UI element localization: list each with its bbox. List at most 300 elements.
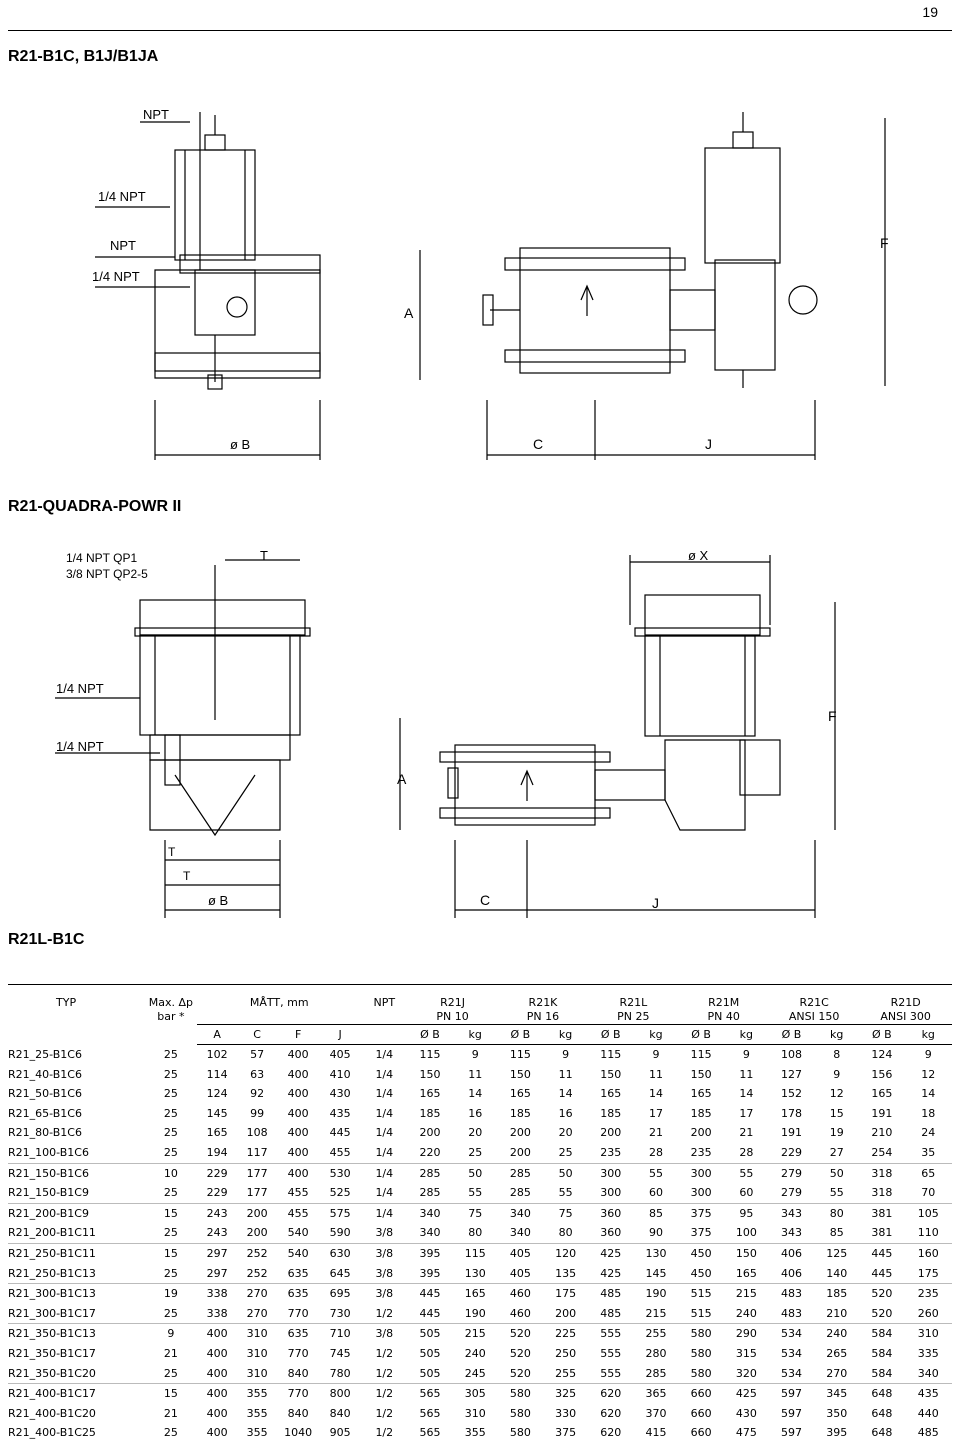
table-cell: 405 [498, 1243, 543, 1263]
table-cell: 75 [453, 1203, 498, 1223]
table-cell: 430 [329, 1087, 351, 1101]
table-cell: 25 [163, 1266, 178, 1280]
group-sub: ANSI 300 [880, 1010, 931, 1023]
header-rule [8, 30, 952, 31]
table-cell: 9 [145, 1324, 198, 1344]
group-sub: PN 25 [617, 1010, 650, 1023]
table-cell: 400 [206, 1406, 228, 1420]
table-cell: 483 [781, 1306, 803, 1320]
table-cell: 350 [826, 1406, 848, 1420]
table-cell: 1/4 [375, 1145, 394, 1159]
table-cell: 19 [829, 1126, 844, 1140]
table-cell: 21 [739, 1126, 754, 1140]
table-cell: 800 [319, 1384, 361, 1404]
table-cell: 25 [163, 1106, 178, 1120]
sub-kg: kg [724, 1025, 769, 1045]
table-cell: 3/8 [375, 1266, 394, 1280]
table-cell: 1/4 [375, 1106, 394, 1120]
table-cell: 270 [826, 1366, 848, 1380]
table-cell: 15 [145, 1203, 198, 1223]
table-cell: 375 [690, 1226, 712, 1240]
table-cell: 435 [329, 1106, 351, 1120]
table-cell: 300 [588, 1163, 633, 1183]
table-cell: 455 [277, 1203, 319, 1223]
table-cell: 200 [509, 1145, 531, 1159]
table-cell: 25 [163, 1087, 178, 1101]
table-cell: 285 [407, 1163, 452, 1183]
table-cell: 185 [509, 1106, 531, 1120]
table-cell: 115 [509, 1048, 531, 1061]
table-cell: 305 [453, 1384, 498, 1404]
table-cell: 584 [871, 1366, 893, 1380]
group-name: R21L [619, 996, 648, 1009]
table-cell: 80 [468, 1226, 483, 1240]
table-cell: 405 [329, 1048, 351, 1061]
table-cell: 648 [859, 1384, 904, 1404]
table-cell: 3/8 [375, 1226, 394, 1240]
table-cell: 505 [419, 1366, 441, 1380]
dim-a-2: A [397, 771, 407, 787]
table-cell: 525 [329, 1186, 351, 1200]
table-cell: 455 [329, 1145, 351, 1159]
table-cell: 318 [859, 1163, 904, 1183]
table-cell: 580 [679, 1324, 724, 1344]
cell-typ: R21_65-B1C6 [8, 1106, 82, 1120]
col-dp-unit: bar * [157, 1010, 185, 1023]
group-sub: PN 16 [526, 1010, 560, 1023]
table-cell: 20 [558, 1126, 573, 1140]
table-cell: 9 [924, 1048, 932, 1061]
cell-typ: R21_300-B1C13 [8, 1284, 145, 1304]
cell-typ: R21_150-B1C6 [8, 1163, 145, 1183]
table-cell: 1/4 [375, 1048, 394, 1061]
table-cell: 620 [600, 1426, 622, 1440]
group-sub: PN 10 [436, 1010, 469, 1023]
table-cell: 120 [543, 1243, 588, 1263]
table-cell: 130 [464, 1266, 486, 1280]
sub-kg: kg [633, 1025, 678, 1045]
table-cell: 25 [163, 1426, 178, 1440]
table-cell: 425 [600, 1266, 622, 1280]
table-cell: 3/8 [361, 1284, 407, 1304]
table-cell: 370 [645, 1406, 667, 1420]
label-qp2-5: 3/8 NPT QP2-5 [66, 567, 148, 581]
table-cell: 127 [781, 1067, 803, 1081]
table-cell: 375 [555, 1426, 577, 1440]
table-cell: 530 [319, 1163, 361, 1183]
table-cell: 325 [543, 1384, 588, 1404]
dim-t-1: T [168, 845, 176, 859]
table-cell: 57 [250, 1048, 265, 1061]
table-cell: 580 [690, 1366, 712, 1380]
table-cell: 340 [407, 1203, 452, 1223]
cell-typ: R21_250-B1C13 [8, 1266, 96, 1280]
table-cell: 660 [690, 1406, 712, 1420]
table-cell: 310 [464, 1406, 486, 1420]
table-cell: 177 [237, 1163, 277, 1183]
cell-typ: R21_50-B1C6 [8, 1087, 82, 1101]
cell-typ: R21_400-B1C17 [8, 1384, 145, 1404]
table-cell: 445 [419, 1306, 441, 1320]
label-quarter-npt-a: 1/4 NPT [56, 681, 104, 696]
table-cell: 620 [588, 1384, 633, 1404]
table-cell: 300 [679, 1163, 724, 1183]
table-cell: 343 [781, 1226, 803, 1240]
table-cell: 905 [329, 1426, 351, 1440]
table-cell: 240 [735, 1306, 757, 1320]
dim-a: A [404, 305, 414, 321]
table-cell: 1/4 [375, 1067, 394, 1081]
table-cell: 70 [921, 1186, 936, 1200]
table-cell: 200 [237, 1203, 277, 1223]
table-cell: 730 [329, 1306, 351, 1320]
table-cell: 117 [246, 1145, 268, 1159]
table-cell: 100 [735, 1226, 757, 1240]
table-cell: 165 [735, 1266, 757, 1280]
table-cell: 520 [871, 1306, 893, 1320]
table-cell: 55 [633, 1163, 678, 1183]
cell-typ: R21_25-B1C6 [8, 1047, 82, 1061]
table-cell: 340 [917, 1366, 939, 1380]
cell-typ: R21_250-B1C11 [8, 1243, 145, 1263]
group-name: R21K [528, 996, 558, 1009]
table-cell: 25 [163, 1047, 178, 1061]
table-cell: 1/4 [375, 1126, 394, 1140]
table-cell: 635 [277, 1324, 319, 1344]
table-cell: 95 [724, 1203, 769, 1223]
table-cell: 345 [814, 1384, 859, 1404]
table-cell: 102 [206, 1048, 228, 1061]
table-cell: 115 [600, 1048, 622, 1061]
table-cell: 840 [287, 1366, 309, 1380]
table-cell: 485 [588, 1284, 633, 1304]
table-row [8, 1183, 952, 1203]
table-cell: 105 [904, 1203, 952, 1223]
table-cell: 11 [648, 1067, 663, 1081]
table-cell: 360 [600, 1226, 622, 1240]
table-cell: 16 [468, 1106, 483, 1120]
table-cell: 80 [814, 1203, 859, 1223]
cell-typ: R21_300-B1C17 [8, 1306, 96, 1320]
table-cell: 21 [648, 1126, 663, 1140]
table-cell: 395 [826, 1426, 848, 1440]
table-cell: 290 [724, 1324, 769, 1344]
group-sub: PN 40 [707, 1010, 740, 1023]
table-cell: 400 [206, 1366, 228, 1380]
table-cell: 297 [206, 1266, 228, 1280]
table-cell: 355 [246, 1406, 268, 1420]
table-cell: 55 [558, 1186, 573, 1200]
table-cell: 360 [588, 1203, 633, 1223]
table-cell: 770 [287, 1306, 309, 1320]
dim-f: F [880, 235, 889, 251]
table-cell: 115 [453, 1243, 498, 1263]
table-cell: 14 [558, 1087, 573, 1101]
table-cell: 200 [419, 1126, 441, 1140]
table-cell: 405 [509, 1266, 531, 1280]
table-cell: 565 [419, 1406, 441, 1420]
table-cell: 310 [246, 1346, 268, 1360]
table-cell: 210 [826, 1306, 848, 1320]
table-cell: 185 [690, 1106, 712, 1120]
label-npt-2: NPT [110, 238, 136, 253]
table-cell: 20 [468, 1126, 483, 1140]
table-cell: 310 [237, 1324, 277, 1344]
table-cell: 124 [871, 1048, 893, 1061]
table-cell: 210 [871, 1126, 893, 1140]
table-cell: 710 [319, 1324, 361, 1344]
sub-b: Ø B [859, 1025, 904, 1045]
table-cell: 355 [464, 1426, 486, 1440]
table-cell: 335 [917, 1346, 939, 1360]
table-cell: 25 [468, 1145, 483, 1159]
table-cell: 243 [206, 1226, 228, 1240]
table-cell: 55 [829, 1186, 844, 1200]
table-cell: 15 [145, 1384, 198, 1404]
table-cell: 265 [826, 1346, 848, 1360]
table-cell: 445 [871, 1266, 893, 1280]
table-cell: 1/4 [375, 1186, 394, 1200]
table-cell: 65 [904, 1163, 952, 1183]
table-cell: 25 [163, 1145, 178, 1159]
table-cell: 55 [468, 1186, 483, 1200]
table-cell: 520 [859, 1284, 904, 1304]
table-cell: 50 [453, 1163, 498, 1183]
table-cell: 255 [633, 1324, 678, 1344]
table-cell: 400 [287, 1126, 309, 1140]
col-matt: MÅTT, mm [249, 996, 309, 1009]
group-sub: ANSI 150 [788, 1010, 840, 1023]
table-cell: 279 [769, 1163, 814, 1183]
table-cell: 285 [645, 1366, 667, 1380]
table-cell: 450 [679, 1243, 724, 1263]
table-cell: 460 [498, 1284, 543, 1304]
table-cell: 150 [690, 1067, 712, 1081]
table-cell: 1/2 [375, 1306, 394, 1320]
cell-typ: R21_200-B1C11 [8, 1226, 96, 1240]
table-cell: 505 [407, 1324, 452, 1344]
table-cell: 1/4 [375, 1087, 394, 1101]
table-cell: 565 [407, 1384, 452, 1404]
table-cell: 108 [781, 1048, 803, 1061]
table-cell: 580 [690, 1346, 712, 1360]
table-cell: 580 [498, 1384, 543, 1404]
table-cell: 135 [555, 1266, 577, 1280]
dim-b: ø B [230, 437, 251, 452]
table-row [8, 1404, 952, 1424]
table-cell: 3/8 [361, 1243, 407, 1263]
table-row [8, 1223, 952, 1243]
table-cell: 430 [735, 1406, 757, 1420]
table-cell: 780 [329, 1366, 351, 1380]
drawing-r21-b1c [0, 90, 960, 470]
table-cell: 50 [543, 1163, 588, 1183]
dim-b-2: ø B [208, 893, 229, 908]
table-cell: 140 [826, 1266, 848, 1280]
table-cell: 597 [781, 1426, 803, 1440]
table-cell: 435 [904, 1384, 952, 1404]
dim-t-top: T [260, 548, 268, 563]
table-cell: 400 [287, 1145, 309, 1159]
table-cell: 115 [419, 1048, 441, 1061]
table-cell: 12 [829, 1087, 844, 1101]
table-cell: 215 [645, 1306, 667, 1320]
table-cell: 338 [197, 1284, 237, 1304]
table-cell: 534 [769, 1324, 814, 1344]
table-cell: 25 [163, 1366, 178, 1380]
table-cell: 280 [645, 1346, 667, 1360]
table-cell: 315 [735, 1346, 757, 1360]
table-cell: 770 [287, 1346, 309, 1360]
table-cell: 580 [509, 1406, 531, 1420]
table-cell: 240 [814, 1324, 859, 1344]
table-cell: 25 [163, 1226, 178, 1240]
table-cell: 483 [769, 1284, 814, 1304]
sub-c: C [237, 1025, 277, 1045]
label-quarter-npt-2: 1/4 NPT [92, 269, 140, 284]
table-cell: 215 [724, 1284, 769, 1304]
table-cell: 110 [917, 1226, 939, 1240]
table-cell: 425 [588, 1243, 633, 1263]
table-cell: 60 [739, 1186, 754, 1200]
table-cell: 92 [250, 1087, 265, 1101]
table-cell: 745 [329, 1346, 351, 1360]
table-row [8, 1264, 952, 1284]
table-cell: 165 [206, 1126, 228, 1140]
table-cell: 177 [246, 1186, 268, 1200]
cell-typ: R21_150-B1C9 [8, 1186, 89, 1200]
label-npt: NPT [143, 107, 169, 122]
table-row [8, 1065, 952, 1085]
table-cell: 318 [871, 1186, 893, 1200]
table-cell: 200 [690, 1126, 712, 1140]
table-cell: 178 [781, 1106, 803, 1120]
dimensions-table [8, 994, 952, 1443]
table-cell: 150 [509, 1067, 531, 1081]
table-cell: 108 [246, 1126, 268, 1140]
table-cell: 165 [453, 1284, 498, 1304]
table-cell: 1/4 [361, 1203, 407, 1223]
table-cell: 648 [871, 1426, 893, 1440]
dim-j-2: J [652, 895, 659, 911]
col-npt: NPT [373, 996, 396, 1009]
table-cell: 270 [246, 1306, 268, 1320]
table-row [8, 1084, 952, 1104]
table-row [8, 1384, 952, 1404]
table-top-rule [8, 984, 952, 985]
table-cell: 145 [206, 1106, 228, 1120]
cell-typ: R21_350-B1C17 [8, 1346, 96, 1360]
dim-c: C [533, 436, 544, 452]
table-cell: 200 [600, 1126, 622, 1140]
table-cell: 150 [419, 1067, 441, 1081]
table-cell: 27 [829, 1145, 844, 1159]
table-cell: 194 [206, 1145, 228, 1159]
table-cell: 660 [679, 1384, 724, 1404]
table-cell: 330 [555, 1406, 577, 1420]
table-cell: 185 [419, 1106, 441, 1120]
table-cell: 85 [829, 1226, 844, 1240]
col-dp: Max. Δp [148, 996, 194, 1009]
table-cell: 395 [407, 1243, 452, 1263]
table-cell: 200 [246, 1226, 268, 1240]
table-cell: 584 [859, 1324, 904, 1344]
table-cell: 255 [555, 1366, 577, 1380]
dim-t-2: T [183, 869, 191, 883]
table-cell: 9 [742, 1048, 750, 1061]
table-cell: 310 [904, 1324, 952, 1344]
table-cell: 18 [921, 1106, 936, 1120]
table-cell: 534 [781, 1366, 803, 1380]
table-cell: 9 [652, 1048, 660, 1061]
table-cell: 660 [690, 1426, 712, 1440]
table-cell: 191 [871, 1106, 893, 1120]
table-cell: 534 [781, 1346, 803, 1360]
table-cell: 235 [904, 1284, 952, 1304]
table-cell: 400 [287, 1048, 309, 1061]
table-cell: 1/2 [375, 1406, 394, 1420]
sub-b: Ø B [769, 1025, 814, 1045]
drawing-r21-quadra-powr [0, 540, 960, 920]
table-cell: 520 [509, 1346, 531, 1360]
table-cell: 400 [197, 1324, 237, 1344]
table-cell: 25 [558, 1145, 573, 1159]
table-cell: 840 [329, 1406, 351, 1420]
table-cell: 340 [419, 1226, 441, 1240]
table-cell: 165 [509, 1087, 531, 1101]
table-cell: 555 [600, 1366, 622, 1380]
table-row [8, 1364, 952, 1384]
table-cell: 90 [648, 1226, 663, 1240]
table-cell: 400 [206, 1346, 228, 1360]
table-cell: 540 [277, 1243, 319, 1263]
dim-x: ø X [688, 548, 709, 563]
table-cell: 635 [287, 1266, 309, 1280]
table-cell: 215 [453, 1324, 498, 1344]
table-cell: 243 [197, 1203, 237, 1223]
table-row [8, 1344, 952, 1364]
sub-f: F [277, 1025, 319, 1045]
sub-kg: kg [904, 1025, 952, 1045]
group-name: R21J [440, 996, 466, 1009]
group-name: R21C [799, 996, 829, 1009]
table-cell: 11 [468, 1067, 483, 1081]
table-cell: 165 [871, 1087, 893, 1101]
table-cell: 250 [555, 1346, 577, 1360]
table-cell: 365 [633, 1384, 678, 1404]
table-cell: 406 [781, 1266, 803, 1280]
table-cell: 425 [724, 1384, 769, 1404]
table-cell: 225 [543, 1324, 588, 1344]
table-cell: 14 [648, 1087, 663, 1101]
group-name: R21M [708, 996, 740, 1009]
table-cell: 340 [509, 1226, 531, 1240]
table-cell: 35 [921, 1145, 936, 1159]
sub-a: A [197, 1025, 237, 1045]
table-cell: 520 [509, 1366, 531, 1380]
label-quarter-npt-b: 1/4 NPT [56, 739, 104, 754]
table-cell: 285 [498, 1163, 543, 1183]
table-cell: 395 [419, 1266, 441, 1280]
table-cell: 260 [917, 1306, 939, 1320]
table-cell: 75 [543, 1203, 588, 1223]
table-cell: 9 [562, 1048, 570, 1061]
table-cell: 355 [246, 1426, 268, 1440]
table-cell: 555 [588, 1324, 633, 1344]
table-cell: 648 [871, 1406, 893, 1420]
dim-j: J [705, 436, 712, 452]
table-cell: 285 [419, 1186, 441, 1200]
